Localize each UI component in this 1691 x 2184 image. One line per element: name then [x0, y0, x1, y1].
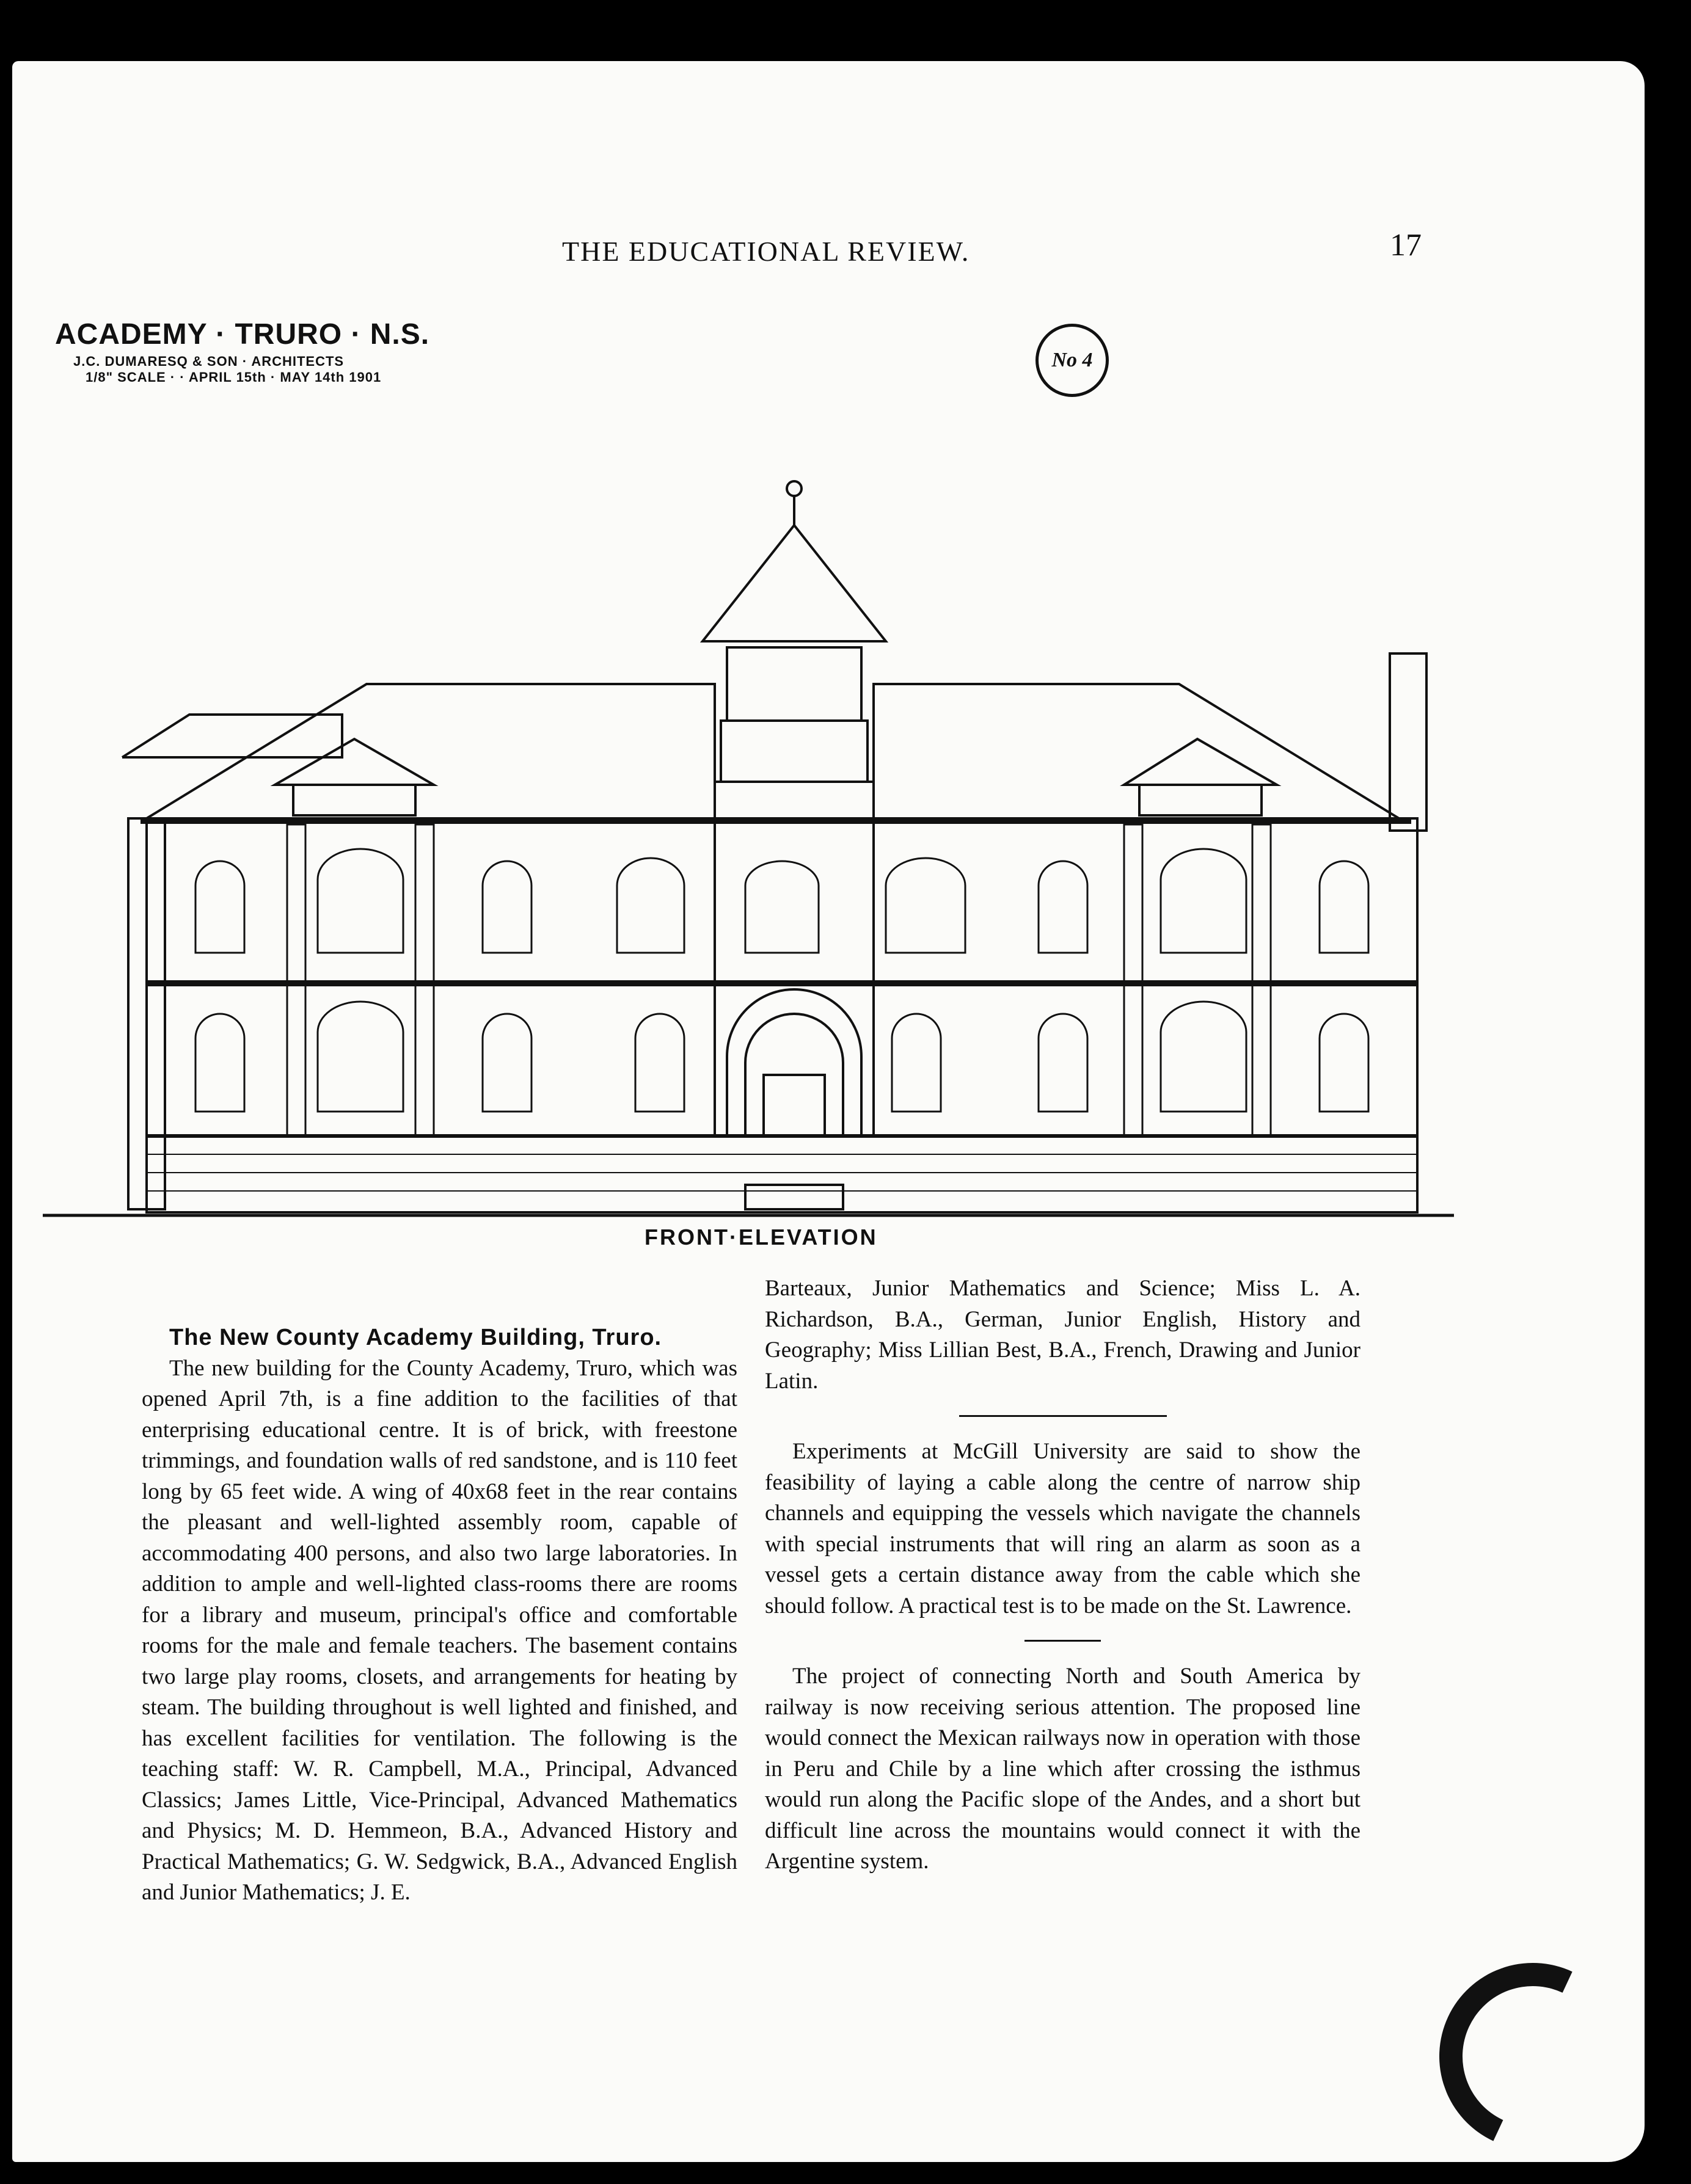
basement — [147, 1136, 1417, 1212]
article-heading: The New County Academy Building, Truro. — [169, 1325, 662, 1350]
left-roof — [147, 684, 715, 818]
tower — [715, 782, 874, 1136]
plan-title: ACADEMY · TRURO · N.S. — [55, 318, 430, 351]
right-column — [765, 1273, 1360, 1877]
mcgill-item: Experiments at McGill University are said to show the feasibility of laying a cable along the centre of narrow ship channels and equipping the vessels which navigate the channels with special instruments that will ring an alarm as soon as a vessel gets a certain distance away from the cable which she should follow. A practical test is to be made on the St. Lawrence. — [765, 1439, 1360, 1618]
left-column — [142, 1322, 737, 1909]
page-curl-mark — [1413, 1937, 1645, 2162]
tower-cap — [703, 525, 886, 641]
plan-title-block — [55, 318, 429, 385]
scanned-page — [12, 61, 1645, 2162]
article-paragraph: The new building for the County Academy, Truro, which was opened April 7th, is a fine addition to the facilities of that enterprising educational centre. It is of brick, with freestone trimmings, and foundation walls of red sandstone, and is 110 feet long by 65 feet wide. A wing of 40x68 feet in the rear contains the pleasant and well-lighted assembly room, capable of accommodating 400 persons, and also two large laboratories. In addition to ample and well-lighted class-rooms there are rooms for a library and museum, principal's office and comfortable rooms for the male and female teachers. The basement contains two large play rooms, closets, and arrangements for heating by steam. The building throughout is well lighted and finished, and has excellent facilities for ventilation. The following is the teaching staff: W. R. Campbell, M.A., Principal, Advanced Classics; James Little, Vice-Principal, Advanced Mathematics and Physics; M. D. Hemmeon, B.A., Advanced History and Practical Mathematics; G. W. Sedgwick, B.A., Advanced English and Junior Mathematics; J. E. — [142, 1355, 737, 1905]
plan-scale-dates: 1/8" SCALE · · APRIL 15th · MAY 14th 1901 — [86, 369, 382, 385]
railway-item: The project of connecting North and South America by railway is now receiving serious attention. The proposed line would connect the Mexican railways now in operation with those in Peru and Chile by a line which after crossing the isthmus would run along the Pacific slope of the Andes, and a short but difficult line across the mountains would connect it with the Argentine system. — [765, 1664, 1360, 1874]
drawing-caption: FRONT·ELEVATION — [645, 1225, 878, 1250]
right-roof — [874, 684, 1399, 818]
drawing-number-badge: No 4 — [1035, 324, 1109, 397]
running-header: THE EDUCATIONAL REVIEW. — [562, 236, 970, 267]
article-continuation: Barteaux, Junior Mathematics and Science; Miss L. A. Richardson, B.A., German, Junior English, History and Geography; Miss Lillian Best, B.A., French, Drawing and Junior Latin. — [765, 1276, 1360, 1394]
wall-body — [147, 818, 1417, 1136]
page-number: 17 — [1390, 228, 1422, 263]
left-dormer — [275, 739, 434, 785]
right-dormer — [1124, 739, 1277, 785]
section-rule — [959, 1415, 1167, 1417]
plan-architects: J.C. DUMARESQ & SON · ARCHITECTS — [73, 354, 345, 369]
chimney — [1390, 653, 1426, 831]
front-elevation-drawing — [37, 415, 1466, 1221]
section-rule — [1024, 1640, 1101, 1642]
